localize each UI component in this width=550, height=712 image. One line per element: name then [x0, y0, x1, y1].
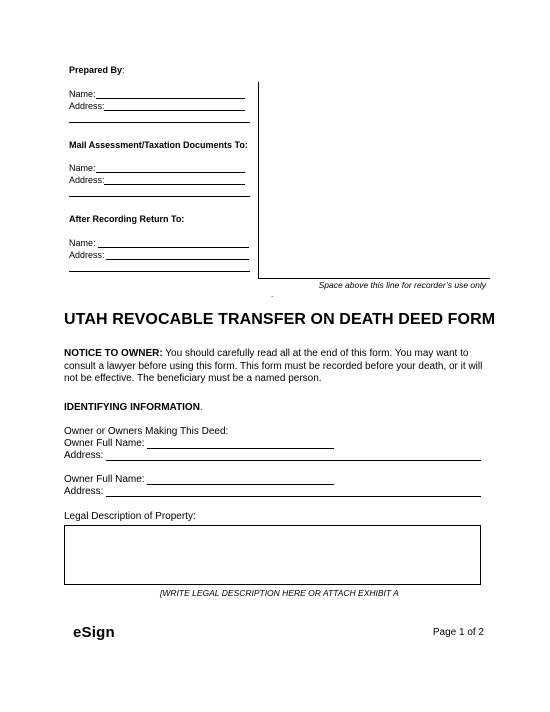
return-address-row [69, 250, 105, 260]
prepared-by-colon: : [122, 65, 125, 75]
identifying-heading-text: IDENTIFYING INFORMATION [64, 402, 200, 413]
notice-line-2: consult a lawyer before using this form. This form must be recorded before your death, or it will [64, 360, 483, 372]
notice-line-1 [64, 348, 494, 361]
identifying-heading [64, 402, 203, 415]
mail-extra-line[interactable] [69, 196, 250, 197]
owner-full-name-label: Owner Full Name: [64, 438, 145, 449]
return-extra-line[interactable] [69, 271, 250, 272]
owner-full-name-line[interactable] [147, 448, 334, 449]
recorder-area-divider [258, 82, 259, 278]
notice-line1-text: You should carefully read all at the end of this form. You may want to [162, 348, 469, 359]
prepared-by-heading [69, 65, 125, 75]
page-title: UTAH REVOCABLE TRANSFER ON DEATH DEED FORM [64, 311, 496, 328]
dot-mark: . [271, 290, 274, 299]
owner-address-label-2: Address: [64, 486, 104, 497]
owner-address-line-2[interactable] [106, 496, 481, 497]
page-number: Page 1 of 2 [432, 627, 484, 638]
prepared-by-extra-line[interactable] [69, 122, 250, 123]
owner-full-name-line-2[interactable] [147, 484, 334, 485]
legal-description-label: Legal Description of Property: [64, 511, 196, 522]
prepared-by-address-line[interactable] [104, 110, 245, 111]
owner-address-line[interactable] [106, 460, 481, 461]
owner-address-label: Address: [64, 450, 104, 461]
prepared-by-name-row [69, 89, 96, 99]
mail-name-line[interactable] [96, 172, 245, 173]
after-recording-heading: After Recording Return To: [69, 214, 185, 224]
notice-line-3: not be effective. The beneficiary must be a named person. [64, 373, 322, 384]
mail-name-label: Name: [69, 163, 96, 173]
return-address-line[interactable] [106, 259, 249, 260]
mail-address-line[interactable] [104, 184, 245, 185]
recorder-area-bottom-rule [258, 278, 490, 279]
identifying-heading-period: . [199, 402, 203, 413]
recorder-note: Space above this line for recorder’s use only [318, 280, 486, 290]
owner-full-name-label-2: Owner Full Name: [64, 474, 145, 485]
return-name-label: Name: [69, 238, 96, 248]
prepared-by-name-label: Name: [69, 89, 96, 99]
return-name-row [69, 238, 96, 248]
notice-block [64, 348, 494, 386]
prepared-by-address-label: Address: [69, 101, 105, 111]
legal-description-caption: [WRITE LEGAL DESCRIPTION HERE OR ATTACH EXHIBIT A [160, 588, 399, 598]
legal-description-box[interactable] [64, 525, 481, 585]
mail-address-row [69, 175, 105, 185]
mail-name-row [69, 163, 96, 173]
mail-address-label: Address: [69, 175, 105, 185]
notice-label: NOTICE TO OWNER: [64, 348, 163, 359]
prepared-by-address-row [69, 101, 105, 111]
return-name-line[interactable] [98, 247, 249, 248]
mail-assessment-heading: Mail Assessment/Taxation Documents To: [69, 140, 248, 150]
return-address-label: Address: [69, 250, 105, 260]
esign-logo: eSign [73, 624, 115, 641]
prepared-by-name-line[interactable] [96, 98, 245, 99]
prepared-by-heading-text: Prepared By [69, 65, 123, 75]
owners-making-label: Owner or Owners Making This Deed: [64, 426, 229, 437]
